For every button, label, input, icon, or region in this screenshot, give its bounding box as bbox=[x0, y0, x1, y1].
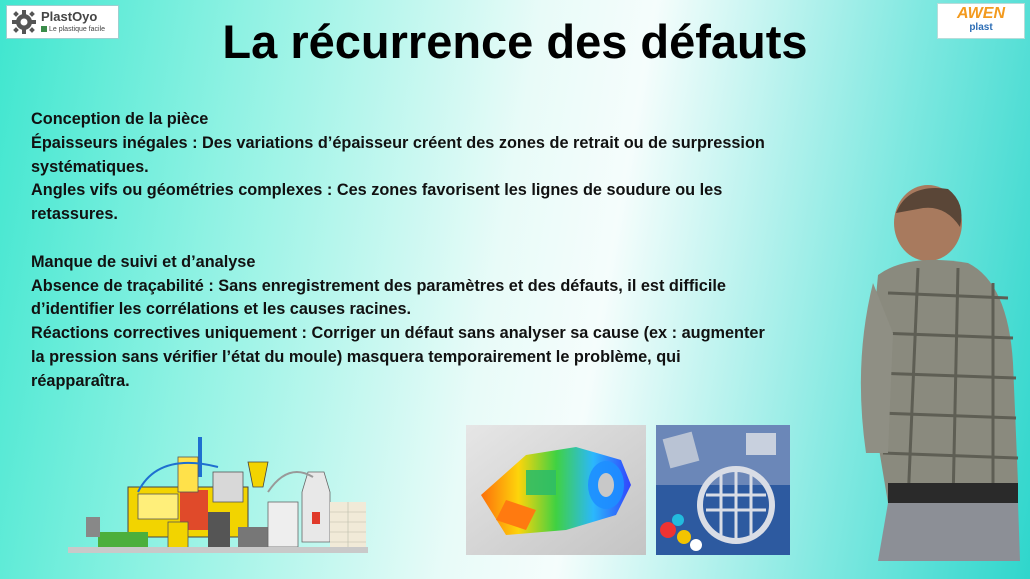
awen-plast-logo bbox=[937, 3, 1025, 39]
logo-mark: AWEN bbox=[957, 5, 1005, 22]
mold-simulation-image bbox=[466, 425, 646, 555]
slide-title: La récurrence des défauts bbox=[222, 15, 808, 68]
body-line: systématiques. bbox=[31, 157, 149, 176]
body-line: Angles vifs ou géométries complexes : Ces zones favorisent les lignes de soudure ou les bbox=[31, 181, 723, 200]
body-line: d’identifier les corrélations et les causes racines. bbox=[31, 300, 412, 319]
logo-tagline-text: Le plastique facile bbox=[49, 26, 106, 33]
injection-machine-illustration bbox=[68, 432, 368, 557]
body-line: la pression sans vérifier l’état du moule) masquera temporairement le problème, qui bbox=[31, 347, 681, 366]
body-line: Conception de la pièce bbox=[31, 110, 209, 128]
body-line: Réactions correctives uniquement : Corriger un défaut sans analyser sa cause (ex : augmenter bbox=[31, 324, 765, 343]
body-text bbox=[31, 108, 871, 394]
logo-brand: PlastOyo bbox=[41, 9, 98, 24]
presenter-person-image bbox=[848, 183, 1030, 561]
logo-sub: plast bbox=[969, 22, 993, 33]
body-line: Manque de suivi et d’analyse bbox=[31, 252, 256, 271]
body-line: Absence de traçabilité : Sans enregistrement des paramètres et des défauts, il est difficile bbox=[31, 276, 726, 295]
body-spacer bbox=[31, 227, 871, 251]
body-line: réapparaîtra. bbox=[31, 371, 130, 390]
body-line: retassures. bbox=[31, 205, 118, 224]
body-line: Épaisseurs inégales : Des variations d’épaisseur créent des zones de retrait ou de surpression bbox=[31, 133, 765, 152]
plastic-parts-image bbox=[656, 425, 790, 555]
